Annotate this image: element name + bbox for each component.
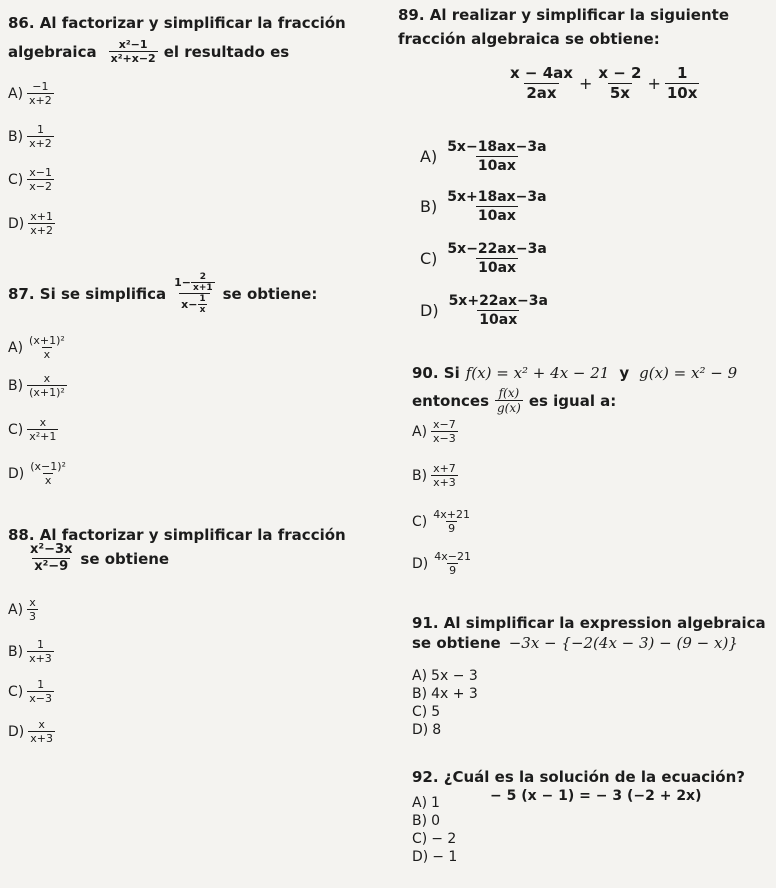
- q90-option-a[interactable]: [412, 418, 458, 445]
- q90-conj: y: [619, 364, 630, 382]
- q88-option-b-num: 1: [36, 638, 44, 651]
- q89-plus-2: +: [647, 74, 661, 93]
- q90-option-b[interactable]: [412, 462, 458, 489]
- q89-option-d-frac: [447, 292, 550, 329]
- q90-entonces: entonces: [412, 391, 489, 410]
- q87-option-c-num: x: [39, 416, 47, 429]
- q91-option-a-letter: A): [412, 668, 428, 684]
- q89-option-a-den: 10ax: [477, 158, 516, 174]
- q90-option-b-den: x+3: [433, 476, 456, 489]
- q86-option-a-den: x+2: [29, 94, 52, 107]
- q89-option-a-letter: A): [420, 147, 438, 166]
- q86-stem-word: algebraica: [8, 42, 97, 61]
- q88-option-b[interactable]: [8, 638, 54, 665]
- q86-option-b-letter: B): [8, 128, 24, 145]
- q92-option-c-letter: C): [412, 831, 428, 847]
- q91-option-a[interactable]: [412, 668, 478, 684]
- q92-stem: 92. ¿Cuál es la solución de la ecuación?: [412, 768, 745, 786]
- q86-option-c-letter: C): [8, 171, 24, 188]
- q89-expr-1-den: 2ax: [526, 84, 557, 102]
- q88-option-b-den: x+3: [29, 652, 52, 665]
- q89-option-a-num: 5x−18ax−3a: [447, 139, 547, 155]
- q89-option-c-frac: [445, 240, 548, 277]
- q87-option-c-frac: [27, 416, 58, 443]
- q90-stem-line2: [412, 386, 616, 415]
- q89-option-b-den: 10ax: [477, 208, 516, 224]
- q91-stem-line1: 91. Al simplificar la expression algebraica: [412, 614, 766, 632]
- q91-option-c-text: 5: [431, 704, 441, 720]
- q90-option-b-num: x+7: [433, 462, 456, 475]
- q89-expr-frac-1: [508, 64, 575, 103]
- q87-top-inner-num: 2: [199, 272, 206, 282]
- q89-option-c-letter: C): [420, 249, 438, 268]
- q89-option-d-num: 5x+22ax−3a: [448, 293, 548, 309]
- q87-option-a[interactable]: [8, 334, 67, 361]
- q89-expr-3-den: 10x: [666, 84, 698, 102]
- q87-option-c-letter: C): [8, 421, 24, 438]
- q86-option-d-letter: D): [8, 215, 25, 232]
- q87-option-b[interactable]: [8, 372, 67, 399]
- q87-bot-inner-den: x: [199, 305, 206, 315]
- q89-option-b[interactable]: [420, 188, 549, 225]
- q90-ratio-den: g(x): [497, 401, 521, 415]
- q90-ratio: [495, 386, 523, 415]
- q89-expr-1-num: x − 4ax: [510, 64, 573, 82]
- q91-stem-word: se obtiene: [412, 634, 501, 652]
- q88-option-d[interactable]: [8, 718, 55, 745]
- q91-option-d-text: 8: [432, 722, 442, 738]
- q86-stem-tail: el resultado es: [163, 42, 290, 61]
- q91-option-c[interactable]: [412, 704, 440, 720]
- q89-expr-2-num: x − 2: [598, 64, 642, 82]
- q86-option-b-num: 1: [36, 123, 44, 136]
- q86-option-d-den: x+2: [30, 224, 53, 237]
- q87-bot-inner: [197, 294, 207, 315]
- q90-option-c-frac: [431, 508, 472, 535]
- q89-option-d[interactable]: [420, 292, 550, 329]
- q88-option-a-den: 3: [29, 610, 37, 623]
- q86-option-b-frac: [27, 123, 54, 150]
- q86-option-d-num: x+1: [30, 210, 53, 223]
- q88-fraction-num: x²−3x: [30, 542, 73, 557]
- q88-option-a-num: x: [29, 596, 36, 609]
- q92-option-a-letter: A): [412, 795, 428, 811]
- q88-option-b-frac: [27, 638, 54, 665]
- q92-option-d-text: − 1: [432, 849, 458, 865]
- q90-stem-head: 90. Si: [412, 364, 460, 382]
- q86-option-d-frac: [28, 210, 55, 237]
- q91-option-b-letter: B): [412, 686, 428, 702]
- q88-stem-line2: [28, 542, 169, 575]
- q87-complex-fraction: [172, 272, 216, 315]
- q89-option-c-num: 5x−22ax−3a: [447, 241, 547, 257]
- q91-option-d[interactable]: [412, 722, 441, 738]
- q86-option-c-frac: [27, 166, 54, 193]
- q86-option-a[interactable]: [8, 80, 54, 107]
- q87-stem: [8, 272, 317, 315]
- q90-option-d-frac: [432, 550, 473, 577]
- q86-option-d[interactable]: [8, 210, 55, 237]
- q86-option-a-frac: [27, 80, 54, 107]
- q88-option-a-frac: [27, 596, 38, 623]
- q87-option-a-den: x: [43, 348, 51, 361]
- q89-expr-frac-2: [596, 64, 643, 103]
- q87-bot-inner-num: 1: [199, 294, 206, 304]
- q91-option-d-letter: D): [412, 722, 429, 738]
- q90-option-a-den: x−3: [433, 432, 456, 445]
- q87-option-c-den: x²+1: [29, 430, 57, 443]
- q90-stem-line1: [412, 364, 737, 382]
- q87-option-b-letter: B): [8, 377, 24, 394]
- q86-option-a-letter: A): [8, 85, 24, 102]
- q87-option-b-frac: [27, 372, 67, 399]
- q87-option-d-letter: D): [8, 465, 25, 482]
- q89-expr-3-num: 1: [676, 64, 688, 82]
- q86-option-b[interactable]: [8, 123, 54, 150]
- q90-option-d[interactable]: [412, 550, 473, 577]
- q90-option-b-frac: [431, 462, 458, 489]
- q86-option-c-den: x−2: [29, 180, 52, 193]
- q92-option-b-text: 0: [431, 813, 440, 829]
- q87-top-inner: [191, 272, 215, 293]
- q87-option-a-letter: A): [8, 339, 24, 356]
- q91-stem-line2: [412, 634, 738, 652]
- q89-option-b-num: 5x+18ax−3a: [447, 189, 547, 205]
- q88-option-c-frac: [27, 678, 54, 705]
- q92-option-a[interactable]: [412, 795, 440, 811]
- q88-option-c[interactable]: [8, 678, 54, 705]
- q90-option-c-num: 4x+21: [433, 508, 470, 521]
- q88-option-c-num: 1: [37, 678, 45, 691]
- q89-option-b-frac: [445, 188, 548, 225]
- q92-option-d[interactable]: [412, 849, 457, 865]
- q88-option-d-frac: [28, 718, 55, 745]
- q92-option-b-letter: B): [412, 813, 428, 829]
- q86-option-c[interactable]: [8, 166, 54, 193]
- q90-option-a-num: x−7: [433, 418, 456, 431]
- q91-option-b[interactable]: [412, 686, 478, 702]
- q91-option-c-letter: C): [412, 704, 428, 720]
- q89-option-a-frac: [445, 138, 548, 175]
- q87-option-d-den: x: [44, 474, 52, 487]
- q87-option-d-frac: [28, 460, 68, 487]
- q86-stem-line1: 86. Al factorizar y simplificar la fracción: [8, 14, 346, 32]
- q88-option-c-den: x−3: [29, 692, 52, 705]
- q89-expression: [508, 64, 699, 103]
- q89-stem-line1: 89. Al realizar y simplificar la siguiente: [398, 6, 729, 24]
- q88-option-d-num: x: [38, 718, 45, 731]
- q87-option-a-num: (x+1)²: [29, 334, 65, 347]
- q90-tail: es igual a:: [528, 391, 617, 410]
- q89-expr-2-den: 5x: [609, 84, 630, 102]
- q87-option-d[interactable]: [8, 460, 68, 487]
- q87-stem-head: 87. Si se simplifica: [8, 284, 167, 303]
- q90-g-def: g(x) = x² − 9: [639, 364, 738, 382]
- q92-option-b[interactable]: [412, 813, 440, 829]
- q89-option-d-den: 10ax: [479, 312, 518, 328]
- q89-expr-frac-3: [665, 64, 700, 103]
- q88-fraction: [28, 542, 74, 575]
- q88-option-c-letter: C): [8, 683, 24, 700]
- q86-fraction: [109, 38, 158, 65]
- q90-option-c-letter: C): [412, 513, 428, 530]
- q87-complex-bottom: [179, 293, 210, 315]
- q89-plus-1: +: [578, 74, 593, 93]
- q88-option-b-letter: B): [8, 643, 24, 660]
- q89-option-d-letter: D): [420, 301, 439, 320]
- q87-complex-top: [172, 272, 216, 293]
- q88-option-d-letter: D): [8, 723, 25, 740]
- q92-equation: − 5 (x − 1) = − 3 (−2 + 2x): [490, 788, 702, 804]
- q91-option-b-text: 4x + 3: [431, 686, 478, 702]
- q90-option-d-letter: D): [412, 555, 429, 572]
- q92-option-d-letter: D): [412, 849, 429, 865]
- q87-top-one: 1−: [174, 276, 192, 289]
- q88-option-a[interactable]: [8, 596, 38, 623]
- q86-option-b-den: x+2: [29, 137, 52, 150]
- q90-option-d-den: 9: [449, 564, 457, 577]
- q87-option-d-num: (x−1)²: [30, 460, 66, 473]
- q90-option-a-frac: [431, 418, 458, 445]
- q92-option-c[interactable]: [412, 831, 456, 847]
- q88-stem-line1: 88. Al factorizar y simplificar la fracción: [8, 526, 346, 544]
- q89-option-c-den: 10ax: [478, 260, 517, 276]
- q87-option-a-frac: [27, 334, 67, 361]
- q92-option-a-text: 1: [431, 795, 440, 811]
- q89-option-a[interactable]: [420, 138, 549, 175]
- q87-top-inner-den: x+1: [193, 283, 213, 293]
- q89-stem-line2: fracción algebraica se obtiene:: [398, 30, 660, 48]
- q90-f-def: f(x) = x² + 4x − 21: [465, 364, 610, 382]
- q87-stem-tail: se obtiene:: [222, 284, 318, 303]
- q90-option-b-letter: B): [412, 467, 428, 484]
- q87-bot-x: x−: [181, 298, 198, 311]
- q91-expression: −3x − {−2(4x − 3) − (9 − x)}: [508, 634, 738, 652]
- q87-option-b-num: x: [43, 372, 51, 385]
- q88-stem-tail: se obtiene: [80, 549, 170, 568]
- q90-option-a-letter: A): [412, 423, 428, 440]
- q87-option-c[interactable]: [8, 416, 58, 443]
- q86-fraction-num: x²−1: [118, 38, 148, 51]
- q90-option-c-den: 9: [448, 522, 456, 535]
- q88-option-d-den: x+3: [30, 732, 53, 745]
- q86-stem-line2: [8, 38, 289, 65]
- q92-option-c-text: − 2: [431, 831, 457, 847]
- q86-option-c-num: x−1: [29, 166, 52, 179]
- q89-option-c[interactable]: [420, 240, 549, 277]
- q88-fraction-den: x²−9: [34, 559, 69, 574]
- q89-option-b-letter: B): [420, 197, 438, 216]
- q90-option-c[interactable]: [412, 508, 472, 535]
- q90-option-d-num: 4x−21: [434, 550, 471, 563]
- q86-option-a-num: −1: [32, 80, 49, 93]
- q86-fraction-den: x²+x−2: [110, 52, 156, 65]
- q87-option-b-den: (x+1)²: [29, 386, 65, 399]
- q90-ratio-num: f(x): [498, 386, 520, 400]
- q91-option-a-text: 5x − 3: [431, 668, 478, 684]
- q88-option-a-letter: A): [8, 601, 24, 618]
